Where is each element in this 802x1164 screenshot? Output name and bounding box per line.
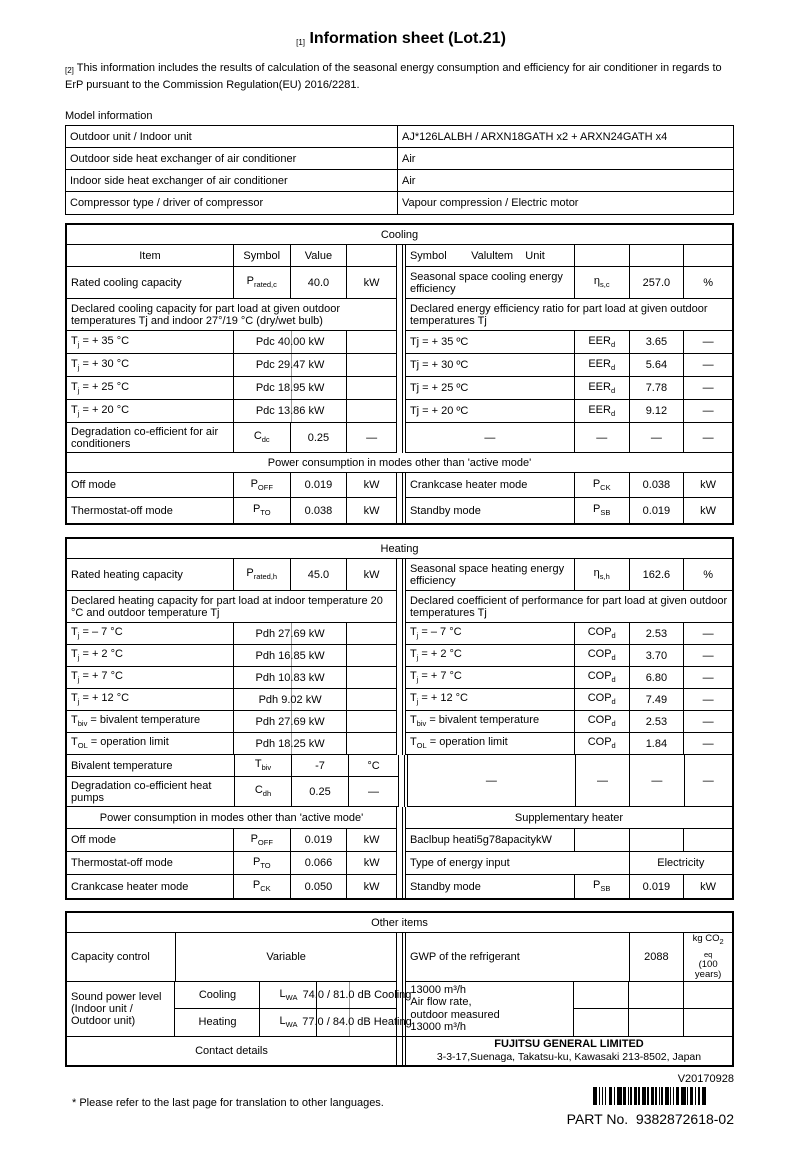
tbiv-label: $T_{biv}$ = bivalent temperature [67,711,234,733]
heating-power-row [67,829,732,852]
gwp-value: 2088 [630,933,685,982]
lwa-symbol: $L_{WA}$ [260,1009,317,1036]
pdc-value: Pdc 29.47 kW [234,354,347,377]
heating-degradation-row [67,777,399,807]
header-item: Item [67,245,234,267]
page-title [0,30,802,48]
rated-cooling-value: 40.0 [291,267,348,299]
table-divider [399,755,408,807]
mode-label: Standby mode [406,498,575,523]
tj-label-right: $T_j$ = + 7 °C [406,667,575,689]
sound-value: 74.0 / 81.0 dB Cooling [317,982,397,1009]
tj-label: $T_j$ = + 30 °C [67,354,234,377]
scop-heating-unit: % [684,559,732,591]
other-items-title: Other items [67,913,732,933]
bivalent-label: Bivalent temperature [67,755,235,777]
model-info-label: Compressor type / driver of compressor [66,192,398,214]
pdh-value: Pdh 27.69 kW [234,711,347,733]
eer-unit: — [684,400,732,423]
tj-label-right: Tj = + 30 ºC [406,354,575,377]
mode-value: 0.038 [291,498,348,523]
cop-unit: — [684,689,732,711]
header-empty-cell [630,245,685,267]
model-info-row [66,126,733,148]
mode-symbol: $P_{SB}$ [575,498,630,523]
rated-heating-label: Rated heating capacity [67,559,234,591]
pdh-value: Pdh 10.83 kW [234,667,347,689]
cop-symbol: $COP_d$ [575,667,630,689]
eer-symbol: $EER_d$ [575,400,630,423]
degradation-hp-label: Degradation co-efficient heat pumps [67,777,235,807]
empty-unit-cell [347,711,397,733]
mode-symbol: $P_{OFF}$ [234,473,291,498]
heating-power-row [67,875,732,898]
mode-value: 0.019 [291,829,348,852]
cop-unit: — [684,623,732,645]
mode-unit: kW [700,504,717,517]
sound-value: 77.0 / 84.0 dB Heating [317,1009,397,1036]
model-info-value: Vapour compression / Electric motor [402,197,579,209]
tj-label: $T_j$ = + 12 °C [67,689,234,711]
mode-symbol: $P_{OFF}$ [234,829,291,852]
rated-heating-symbol: $P_{rated,h}$ [234,559,291,591]
model-info-row [66,148,733,170]
dash-cell: — [408,755,576,807]
table-divider [397,623,406,645]
cop-value: 6.80 [630,667,685,689]
mode-symbol: $P_{TO}$ [234,852,291,875]
barcode [593,1087,707,1105]
heating-bivalent-degradation-rows [67,755,732,807]
cooling-part-load-row [67,400,732,423]
contact-details-label: Contact details [67,1037,397,1065]
heating-part-load-row [67,689,732,711]
mode-label: Off mode [67,473,234,498]
heating-declared-caption-row [67,591,732,623]
tj-label: $T_j$ = – 7 °C [67,623,234,645]
scop-cooling-unit: % [684,267,732,299]
model-info-value: Air [398,170,733,192]
empty-unit-cell [347,331,397,354]
other-items-section [65,911,734,1067]
pdc-value: Pdc 18.95 kW [234,377,347,400]
scop-heating-symbol: $\eta_{s,h}$ [575,559,630,591]
mode-label: Thermostat-off mode [67,498,234,523]
title-ref-marker: [1] [296,38,305,47]
table-divider [397,807,406,829]
degradation-value: 0.25 [291,423,348,453]
empty-unit-cell [347,645,397,667]
table-divider [397,933,406,982]
header-empty-cell [575,245,630,267]
table-divider [397,733,406,755]
capacity-control-label: Capacity control [67,933,176,982]
cop-value: 7.49 [630,689,685,711]
heating-section-title: Heating [67,539,732,559]
rated-heating-unit: kW [347,559,397,591]
eer-unit: — [684,377,732,400]
model-info-value: AJ*126LALBH / ARXN18GATH x2 + ARXN24GATH x4 [398,126,733,148]
standby-label: Standby mode [406,875,575,898]
heating-part-load-row [67,733,732,755]
pdc-value: Pdc 13.86 kW [234,400,347,423]
sound-cooling-row [175,982,412,1009]
backup-heating-capacity-garbled: Baclbup heati5g78apacitykW [406,829,575,852]
cop-symbol: $COP_d$ [575,645,630,667]
cop-unit: — [684,733,732,755]
mode-unit: kW [347,829,397,852]
dash-cell: — [575,423,630,453]
tj-label: $T_j$ = + 20 °C [67,400,234,423]
empty-unit-cell [347,623,397,645]
part-number: PART No. 9382872618-02 [566,1110,734,1127]
capacity-gwp-row [67,933,732,982]
empty-unit-cell [347,377,397,400]
pdc-value: Pdc 40.00 kW [234,331,347,354]
table-divider [397,377,406,400]
scop-cooling-label: Seasonal space cooling energy efficiency [406,267,575,299]
heating-power-row [67,852,732,875]
translation-footnote: * Please refer to the last page for translation to other languages. [72,1096,384,1109]
mode-label: Crankcase heater mode [406,473,575,498]
tol-label: $T_{OL}$ = operation limit [67,733,234,755]
rated-cooling-unit: kW [347,267,397,299]
tj-label-right: $T_j$ = – 7 °C [406,623,575,645]
empty-unit-cell [347,689,397,711]
heating-power-header-left: Power consumption in modes other than 'active mode' [67,807,397,829]
contact-details-value [406,1037,732,1065]
dash-cell: — [684,423,732,453]
model-info-row [66,170,733,192]
empty-cell [684,982,732,1009]
table-divider [397,400,406,423]
cooling-section-title: Cooling [67,225,732,245]
mode-unit: kW [684,473,732,498]
tj-label: $T_j$ = + 2 °C [67,645,234,667]
empty-unit-cell [347,400,397,423]
cop-value: 2.53 [630,711,685,733]
tj-label-right: $T_j$ = + 12 °C [406,689,575,711]
scop-heating-label: Seasonal space heating energy efficiency [406,559,575,591]
empty-cell [629,1009,684,1036]
mode-symbol: $P_{CK}$ [575,473,630,498]
cooling-declared-caption-row [67,299,732,331]
cooling-header-row [67,245,732,267]
bivalent-temperature-row [67,755,399,777]
cooling-power-header: Power consumption in modes other than 'active mode' [67,453,732,473]
empty-cell [574,982,629,1009]
heating-part-load-row [67,645,732,667]
cop-symbol: $COP_d$ [575,689,630,711]
degradation-label: Degradation co-efficient for air conditioners [67,423,234,453]
cooling-part-load-row [67,354,732,377]
cop-unit: — [684,711,732,733]
sound-airflow-rows [67,982,732,1036]
energy-input-value: Electricity [630,852,732,875]
mode-value: 0.066 [291,852,348,875]
manufacturer-name: FUJITSU GENERAL LIMITED [494,1037,644,1050]
empty-cell [684,1009,732,1036]
supplementary-heater-header: Supplementary heater [406,807,732,829]
rated-cooling-symbol: $P_{rated,c}$ [234,267,291,299]
degradation-symbol: $C_{dc}$ [234,423,291,453]
eer-unit: — [684,331,732,354]
degradation-hp-unit: — [349,777,399,807]
dash-cell: — [630,755,684,807]
bivalent-unit: °C [349,755,399,777]
standby-unit: kW [700,880,717,893]
table-divider [397,299,406,331]
table-divider [397,852,406,875]
header-value: Value [291,245,348,267]
header-right-overlapped-text: Symbol Valultem Unit [406,245,575,267]
tj-label-right: Tj = + 20 ºC [406,400,575,423]
table-divider [397,689,406,711]
declared-cooling-caption-left: Declared cooling capacity for part load at given outdoor temperatures Tj and indoor 27°/19 °C (dry/wet bulb) [67,299,397,331]
mode-label: Crankcase heater mode [67,875,234,898]
tj-label-right: Tj = + 35 ºC [406,331,575,354]
sound-power-label: Sound power level (Indoor unit / Outdoor unit) [67,982,175,1036]
scop-heating-value: 162.6 [630,559,685,591]
mode-value: 0.038 [630,473,685,498]
table-divider [397,982,406,1036]
heating-rated-row [67,559,732,591]
model-info-label: Outdoor unit / Indoor unit [66,126,398,148]
cooling-part-load-row [67,377,732,400]
cop-value: 3.70 [630,645,685,667]
table-divider [397,591,406,623]
degradation-hp-value: 0.25 [292,777,349,807]
mode-unit: kW [347,498,397,523]
cop-value: 1.84 [630,733,685,755]
declared-heating-caption-left: Declared heating capacity for part load at indoor temperature 20 °C and outdoor temperature Tj [67,591,397,623]
heating-part-load-row [67,711,732,733]
mode-symbol: $P_{CK}$ [234,875,291,898]
declared-heating-caption-right: Declared coefficient of performance for part load at given outdoor temperatures Tj [406,591,732,623]
heating-part-load-row [67,667,732,689]
empty-cell [630,829,685,852]
tj-label: $T_j$ = + 25 °C [67,377,234,400]
table-divider [397,645,406,667]
dash-cell: — [406,423,575,453]
sound-mode: Cooling [175,982,260,1009]
eer-symbol: $EER_d$ [575,331,630,354]
bivalent-symbol: $T_{biv}$ [235,755,292,777]
energy-input-label: Type of energy input [406,852,630,875]
header-empty-cell [684,245,732,267]
table-divider [397,667,406,689]
standby-value: 0.019 [630,875,685,898]
intro-ref-marker: [2] [65,66,74,75]
scop-cooling-symbol: $\eta_{s,c}$ [575,267,630,299]
empty-cell [629,982,684,1009]
eer-unit: — [684,354,732,377]
capacity-control-value: Variable [176,933,397,982]
pdh-value: Pdh 27.69 kW [234,623,347,645]
air-flow-rate-cell: 13000 m³/h Air flow rate, outdoor measured 13000 m³/h [406,982,574,1036]
table-divider [397,1037,406,1065]
table-divider [397,559,406,591]
cooling-power-row [67,473,732,498]
mode-value: 0.019 [630,498,685,523]
header-symbol: Symbol [234,245,291,267]
cooling-degradation-row [67,423,732,453]
empty-unit-cell [347,354,397,377]
dash-cell: — [630,423,685,453]
model-info-label: Outdoor side heat exchanger of air conditioner [66,148,398,170]
bivalent-value: -7 [292,755,349,777]
part-number-block [567,1087,734,1127]
eer-value: 3.65 [630,331,685,354]
model-info-label: Indoor side heat exchanger of air conditioner [66,170,398,192]
mode-unit: kW [347,473,397,498]
heating-power-header-row [67,807,732,829]
model-info-table [65,125,734,215]
degradation-hp-symbol: $C_{dh}$ [235,777,292,807]
lwa-symbol: $L_{WA}$ [260,982,317,1009]
empty-unit-cell [347,667,397,689]
contact-row [67,1036,732,1065]
eer-value: 7.78 [630,377,685,400]
cooling-rated-row [67,267,732,299]
table-divider [397,423,406,453]
cooling-section [65,223,734,525]
cop-symbol: $COP_d$ [575,623,630,645]
manufacturer-address: 3-3-17,Suenaga, Takatsu-ku, Kawasaki 213-8502, Japan [436,1050,702,1063]
mode-value: 0.050 [291,875,348,898]
table-divider [397,473,406,498]
tol-label-right: $T_{OL}$ = operation limit [406,733,575,755]
eer-symbol: $EER_d$ [575,377,630,400]
table-divider [397,245,406,267]
table-divider [397,875,406,898]
dash-cell: — [576,755,630,807]
mode-symbol: $P_{TO}$ [234,498,291,523]
tj-label-right: $T_j$ = + 2 °C [406,645,575,667]
model-info-heading: Model information [65,110,153,122]
tj-label-right: Tj = + 25 ºC [406,377,575,400]
model-info-value: Air [398,148,733,170]
table-divider [397,354,406,377]
cop-symbol: $COP_d$ [575,733,630,755]
cop-unit: — [684,645,732,667]
mode-unit: kW [347,875,397,898]
eer-value: 9.12 [630,400,685,423]
table-divider [397,331,406,354]
scop-cooling-value: 257.0 [630,267,685,299]
cooling-part-load-row [67,331,732,354]
cop-unit: — [684,667,732,689]
page-title-text: Information sheet (Lot.21) [309,30,506,47]
intro-paragraph [65,61,737,93]
mode-value: 0.019 [291,473,348,498]
mode-label: Off mode [67,829,234,852]
table-divider [397,267,406,299]
version-number: V20170928 [677,1072,734,1085]
empty-unit-cell [347,733,397,755]
empty-cell [574,1009,629,1036]
pdh-value: Pdh 16.85 kW [234,645,347,667]
sound-heating-row [175,1009,412,1036]
intro-text: This information includes the results of calculation of the seasonal energy consumption and efficiency for air conditioner in regards to ErP pursuant to the Commission Regulation(EU) 2016/2281. [65,62,722,91]
cooling-power-row [67,498,732,523]
dash-cell: — [685,755,732,807]
tj-label: $T_j$ = + 35 °C [67,331,234,354]
cop-symbol: $COP_d$ [575,711,630,733]
tj-label: $T_j$ = + 7 °C [67,667,234,689]
empty-cell [684,829,732,852]
eer-symbol: $EER_d$ [575,354,630,377]
table-divider [397,829,406,852]
tbiv-label-right: $T_{biv}$ = bivalent temperature [406,711,575,733]
mode-label: Thermostat-off mode [67,852,234,875]
heating-part-load-row [67,623,732,645]
header-unit [347,245,397,267]
degradation-unit: — [347,423,397,453]
mode-unit: kW [347,852,397,875]
pdh-value: Pdh 9.02 kW [234,689,347,711]
table-divider [397,711,406,733]
standby-symbol: $P_{SB}$ [575,875,630,898]
sound-mode: Heating [175,1009,260,1036]
empty-cell [575,829,630,852]
model-info-row [66,192,733,214]
declared-cooling-caption-right: Declared energy efficiency ratio for part load at given outdoor temperatures Tj [406,299,732,331]
rated-heating-value: 45.0 [291,559,348,591]
pdh-value: Pdh 18.25 kW [234,733,347,755]
gwp-unit: kg $CO_{2 eq}$ (100 years) [684,933,732,982]
rated-cooling-label: Rated cooling capacity [67,267,234,299]
cop-value: 2.53 [630,623,685,645]
heating-section [65,537,734,900]
table-divider [397,498,406,523]
gwp-label: GWP of the refrigerant [406,933,630,982]
eer-value: 5.64 [630,354,685,377]
